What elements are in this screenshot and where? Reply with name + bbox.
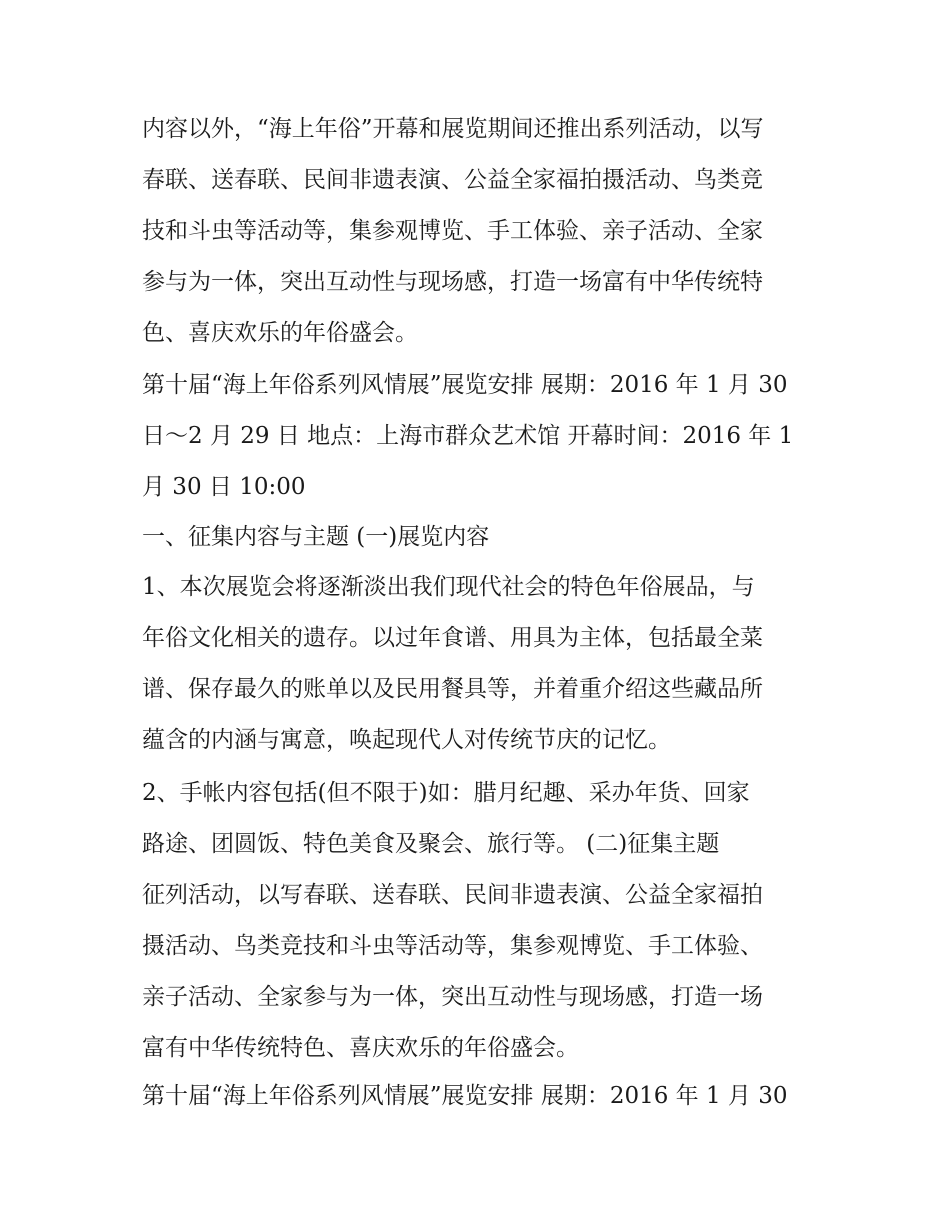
paragraph-schedule [142, 360, 822, 513]
text-line: 第十届“海上年俗系列风情展”展览安排 展期：2016 年 1 月 30 [142, 372, 788, 398]
text-line: 日～2 月 29 日 地点：上海市群众艺术馆 开幕时间：2016 年 1 [142, 423, 794, 449]
text-line: 技和斗虫等活动等，集参观博览、手工体验、亲子活动、全家 [142, 218, 763, 244]
text-line: 2、手帐内容包括(但不限于)如：腊月纪趣、采办年货、回家 [142, 780, 750, 806]
text-line: 年俗文化相关的遗存。以过年食谱、用具为主体，包括最全菜 [142, 625, 763, 651]
text-line: 征列活动，以写春联、送春联、民间非遗表演、公益全家福拍 [142, 882, 763, 908]
text-line: 蕴含的内涵与寓意，唤起现代人对传统节庆的记忆。 [142, 727, 671, 753]
text-line: 1、本次展览会将逐渐淡出我们现代社会的特色年俗展品，与 [142, 574, 755, 600]
paragraph-activities [142, 104, 822, 359]
text-line: 路途、团圆饭、特色美食及聚会、旅行等。 (二)征集主题 [142, 831, 720, 857]
text-line: 春联、送春联、民间非遗表演、公益全家福拍摄活动、鸟类竞 [142, 167, 763, 193]
text-line: 月 30 日 10:00 [142, 474, 306, 500]
text-line: 参与为一体，突出互动性与现场感，打造一场富有中华传统特 [142, 269, 763, 295]
text-line: 内容以外，“海上年俗”开幕和展览期间还推出系列活动，以写 [142, 116, 764, 142]
text-line: 色、喜庆欢乐的年俗盛会。 [142, 320, 418, 346]
text-line: 亲子活动、全家参与为一体，突出互动性与现场感，打造一场 [142, 984, 763, 1010]
section-heading [142, 512, 822, 563]
paragraph-schedule-repeat [142, 1071, 822, 1122]
text-line: 第十届“海上年俗系列风情展”展览安排 展期：2016 年 1 月 30 [142, 1083, 788, 1109]
text-line: 富有中华传统特色、喜庆欢乐的年俗盛会。 [142, 1035, 579, 1061]
text-line: 摄活动、鸟类竞技和斗虫等活动等，集参观博览、手工体验、 [142, 933, 763, 959]
paragraph-item-2 [142, 768, 822, 1074]
text-line: 一、征集内容与主题 (一)展览内容 [142, 524, 490, 550]
paragraph-item-1 [142, 562, 822, 766]
text-line: 谱、保存最久的账单以及民用餐具等，并着重介绍这些藏品所 [142, 676, 763, 702]
